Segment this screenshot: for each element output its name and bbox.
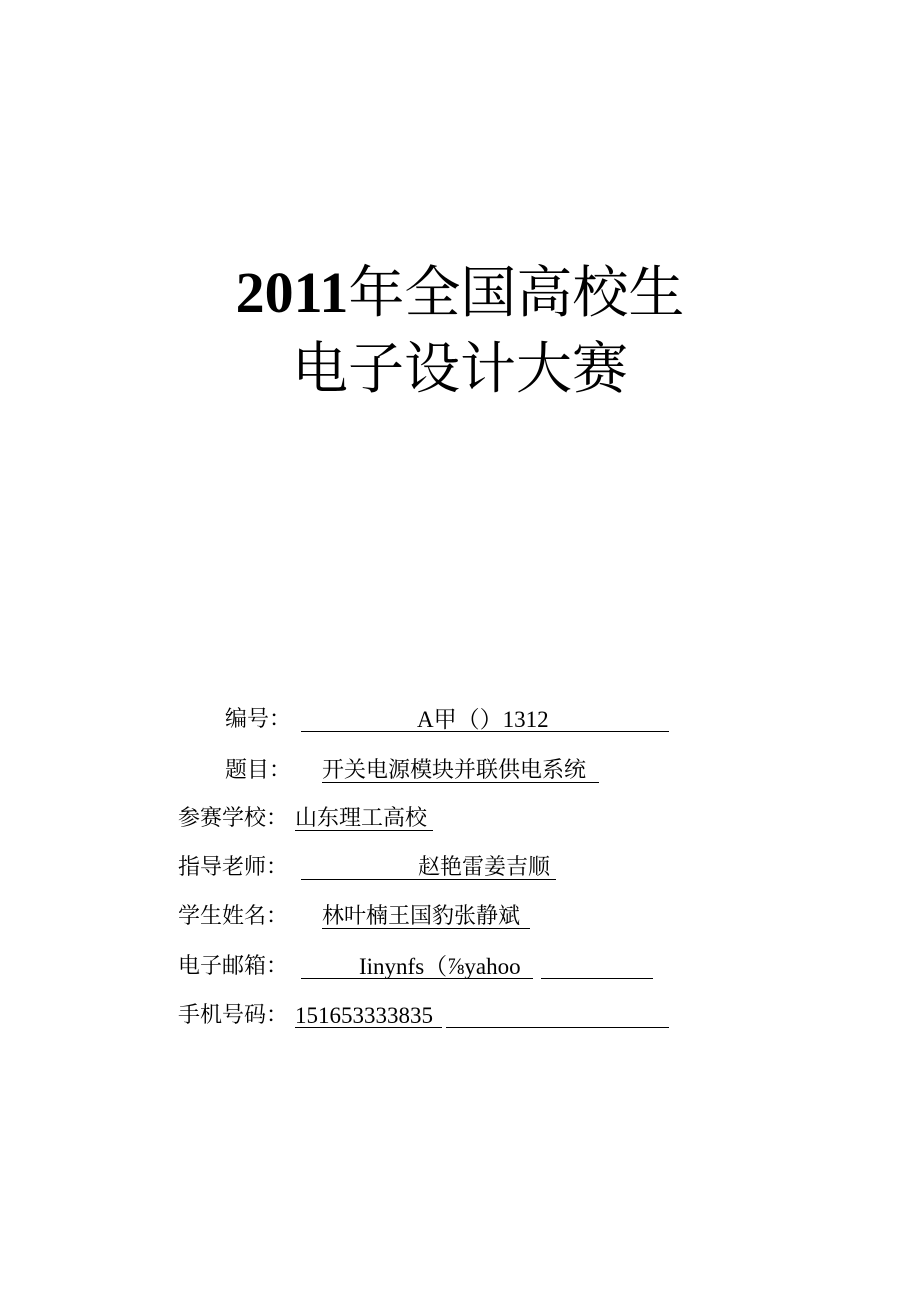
field-topic-label: 题目： xyxy=(225,758,292,783)
field-topic-value: 开关电源模块并联供电系统 xyxy=(322,758,587,783)
field-email-underline-tail xyxy=(541,978,653,979)
field-advisor-value: 赵艳雷姜吉顺 xyxy=(418,855,551,880)
field-advisor xyxy=(0,853,920,883)
title-line-2: 电子设计大赛 xyxy=(292,337,628,402)
field-email-value: Iinynfs（⅞yahoo xyxy=(359,954,521,979)
field-number xyxy=(0,705,920,735)
field-email-label: 电子邮箱： xyxy=(178,954,289,979)
field-phone-underline-tail xyxy=(446,1027,669,1028)
field-phone-label: 手机号码： xyxy=(178,1003,289,1028)
field-school-label: 参赛学校： xyxy=(178,806,289,831)
title-year: 2011 xyxy=(235,260,349,325)
field-advisor-label: 指导老师： xyxy=(178,855,289,880)
field-school xyxy=(0,804,920,834)
field-topic xyxy=(0,756,920,786)
field-number-value: A甲（）1312 xyxy=(417,707,549,732)
field-students-value: 林叶楠王国豹张静斌 xyxy=(322,904,521,929)
field-number-label: 编号： xyxy=(225,707,292,732)
title-line-1 xyxy=(0,260,920,326)
field-phone-value: 151653333835 xyxy=(295,1003,433,1028)
field-students-label: 学生姓名： xyxy=(178,904,289,929)
title-line-1-text: 年全国高校生 xyxy=(348,261,685,326)
field-phone xyxy=(0,1001,920,1031)
field-email xyxy=(0,952,920,982)
field-school-value: 山东理工高校 xyxy=(295,806,428,831)
field-students xyxy=(0,902,920,932)
